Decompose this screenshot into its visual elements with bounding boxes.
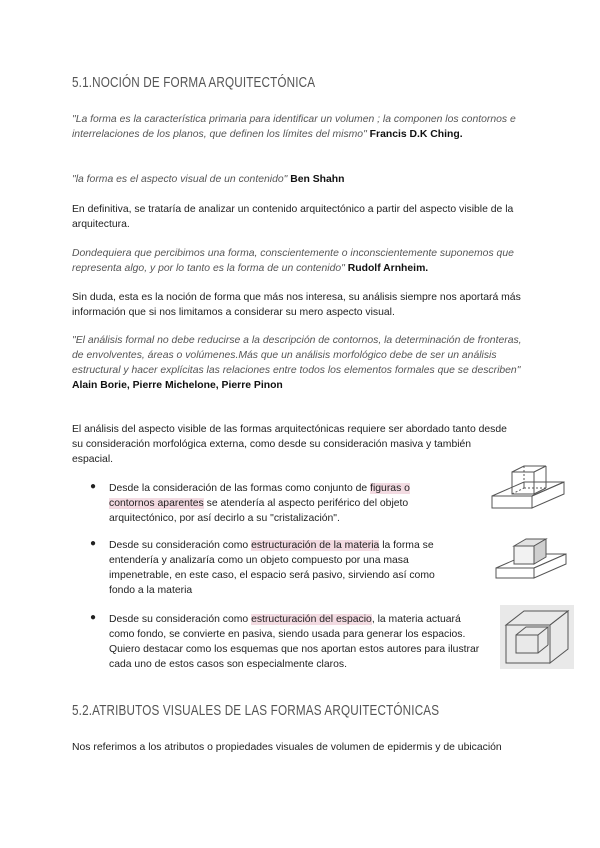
quote-author: Alain Borie, Pierre Michelone, Pierre Pinon — [72, 380, 283, 391]
bullet-text: Desde su consideración como — [109, 614, 252, 625]
quote-text: "la forma es el aspecto visual de un contenido" — [72, 174, 288, 185]
matter-figure-icon — [494, 532, 570, 590]
highlighted-term: figuras o contornos aparentes — [109, 483, 410, 509]
quote-borie — [72, 333, 532, 393]
bullet-item-materia — [109, 538, 459, 598]
quote-text: Dondequiera que percibimos una forma, conscientemente o inconscientemente suponemos que representa algo, y por lo tanto es la forma de un contenido" — [72, 248, 514, 274]
bullet-item-espacio — [109, 612, 481, 672]
bullet-marker: ● — [90, 612, 97, 623]
bullet-text: se atendería al aspecto periférico del objeto arquitectónico, por así decirlo a su "cristalización". — [109, 498, 409, 524]
quote-author: Rudolf Arnheim. — [347, 263, 429, 274]
highlighted-term: estructuración del espacio — [251, 614, 372, 625]
paragraph-notion: Sin duda, esta es la noción de forma que más nos interesa, su análisis siempre nos aportará más información que si nos limitamos a considerar su mero aspecto visual. — [72, 292, 521, 318]
bullet-item-contornos — [109, 481, 439, 526]
paragraph-definition: En definitiva, se trataría de analizar un contenido arquitectónico a partir del aspecto visible de la arquitectura. — [72, 204, 514, 230]
section-heading-5-2: 5.2.ATRIBUTOS VISUALES DE LAS FORMAS ARQUITECTÓNICAS — [72, 702, 440, 719]
contour-figure-icon — [488, 462, 568, 524]
bullet-text: la forma se entendería y analizaría como un objeto compuesto por una masa impenetrable, en este caso, el espacio será pasivo, sirviendo así como fondo a la materia — [109, 540, 435, 596]
bullet-marker: ● — [90, 538, 97, 549]
bullet-text: Desde la consideración de las formas como conjunto de — [109, 483, 371, 494]
bullet-text: Desde su consideración como — [109, 540, 252, 551]
space-figure-icon — [500, 605, 574, 669]
quote-arnheim — [72, 246, 532, 276]
quote-text: "El análisis formal no debe reducirse a la descripción de contornos, la determinación de fronteras, de envolventes, áreas o volúmenes.Más que un análisis morfológico debe de ser un análisis estructural y hacer explícitas las relaciones entre todos los elementos formales que se describen" — [72, 335, 522, 376]
quote-author: Francis D.K Ching. — [369, 129, 463, 140]
bullet-text: , la materia actuará como fondo, se convierte en pasiva, siendo usada para generar los espacios. Quiero destacar como los esquemas que nos aportan estos autores para ilustrar cada uno de estos casos son especialmente claros. — [109, 614, 480, 670]
highlighted-term: estructuración de la materia — [251, 540, 380, 551]
quote-author: Ben Shahn — [290, 174, 345, 185]
quote-text: "La forma es la característica primaria para identificar un volumen ; la componen los contornos e interrelaciones de los planos, que definen los límites del mismo" — [72, 114, 516, 140]
quote-ching — [72, 112, 532, 142]
bullet-marker: ● — [90, 481, 97, 492]
quote-shahn — [72, 172, 532, 187]
paragraph-analysis: El análisis del aspecto visible de las formas arquitectónicas requiere ser abordado tanto desde su consideración morfológica externa, como desde su consideración masiva y también espacial. — [72, 424, 507, 465]
section-heading-5-1: 5.1.NOCIÓN DE FORMA ARQUITECTÓNICA — [72, 74, 316, 91]
paragraph-attributes: Nos referimos a los atributos o propiedades visuales de volumen de epidermis y de ubicación — [72, 742, 502, 753]
